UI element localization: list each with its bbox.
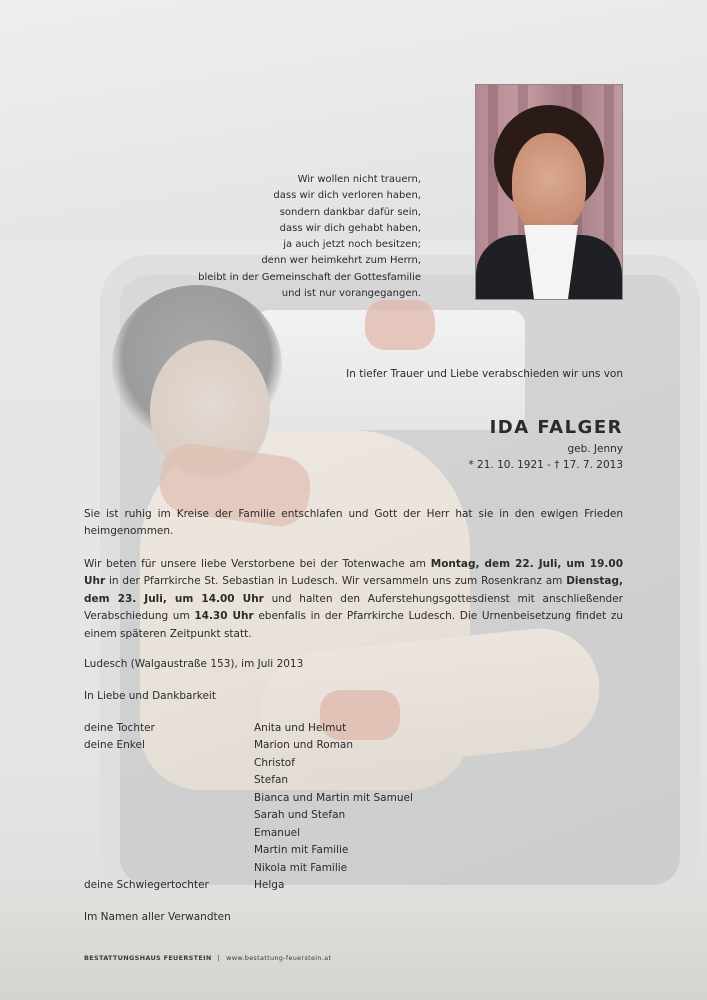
poem-line: bleibt in der Gemeinschaft der Gottesfamilie — [198, 271, 421, 283]
paragraph-passing: Sie ist ruhig im Kreise der Familie entschlafen und Gott der Herr hat sie in den ewigen Frieden heimgenommen. — [84, 508, 623, 538]
footer — [84, 954, 331, 962]
service-text: Wir beten für unsere liebe Verstorbene bei der Totenwache am — [84, 558, 431, 570]
poem-line: sondern dankbar dafür sein, — [279, 206, 421, 218]
life-dates: * 21. 10. 1921 - † 17. 7. 2013 — [468, 459, 623, 471]
paragraph-services — [84, 556, 623, 643]
service-text: und halten den Auferstehungsgottesdienst mit anschließender Verabschiedung um — [84, 592, 623, 623]
family-member: Anita und Helmut — [254, 722, 347, 734]
poem-line: denn wer heimkehrt zum Herrn, — [261, 255, 421, 267]
family-member: Martin mit Familie — [254, 844, 349, 856]
signoff: Im Namen aller Verwandten — [84, 911, 231, 923]
poem-line: und ist nur vorangegangen. — [281, 288, 421, 300]
family-role: deine Tochter — [84, 722, 155, 734]
place-date: Ludesch (Walgaustraße 153), im Juli 2013 — [84, 658, 304, 670]
website-link[interactable]: www.bestattung-feuerstein.at — [226, 954, 332, 962]
farewell-time: 14.30 Uhr — [194, 610, 254, 623]
family-member: Helga — [254, 879, 285, 891]
intro-text: In tiefer Trauer und Liebe verabschieden wir uns von — [346, 368, 623, 380]
closing-line: In Liebe und Dankbarkeit — [84, 690, 216, 702]
rosary-date: Dienstag, dem 23. Juli, um 14.00 Uhr — [84, 575, 623, 605]
service-text: ebenfalls in der Pfarrkirche Ludesch. Die Urnenbeisetzung findet zu einem späteren Zeitpunkt statt. — [84, 610, 623, 640]
maiden-name: geb. Jenny — [567, 443, 623, 455]
portrait-photo — [475, 84, 623, 300]
family-member: Stefan — [254, 774, 289, 786]
poem-line: dass wir dich verloren haben, — [273, 190, 421, 202]
poem-line: Wir wollen nicht trauern, — [297, 174, 421, 185]
footer-separator: | — [217, 954, 221, 962]
family-role: deine Enkel — [84, 739, 145, 751]
poem-line: dass wir dich gehabt haben, — [279, 222, 421, 234]
vigil-date: Montag, dem 22. Juli, um 19.00 Uhr — [84, 558, 623, 588]
company-name: BESTATTUNGSHAUS FEUERSTEIN — [84, 954, 212, 962]
poem-line: ja auch jetzt noch besitzen; — [283, 239, 421, 251]
family-role: deine Schwiegertochter — [84, 879, 209, 891]
family-member: Sarah und Stefan — [254, 809, 346, 821]
family-member: Bianca und Martin mit Samuel — [254, 792, 413, 804]
family-member: Nikola mit Familie — [254, 862, 348, 874]
family-member: Christof — [254, 757, 295, 769]
service-text: in der Pfarrkirche St. Sebastian in Ludesch. Wir versammeln uns zum Rosenkranz am — [105, 575, 567, 588]
poem — [161, 172, 421, 302]
family-member: Emanuel — [254, 827, 300, 839]
deceased-name: IDA FALGER — [489, 417, 623, 438]
family-member: Marion und Roman — [254, 739, 354, 751]
